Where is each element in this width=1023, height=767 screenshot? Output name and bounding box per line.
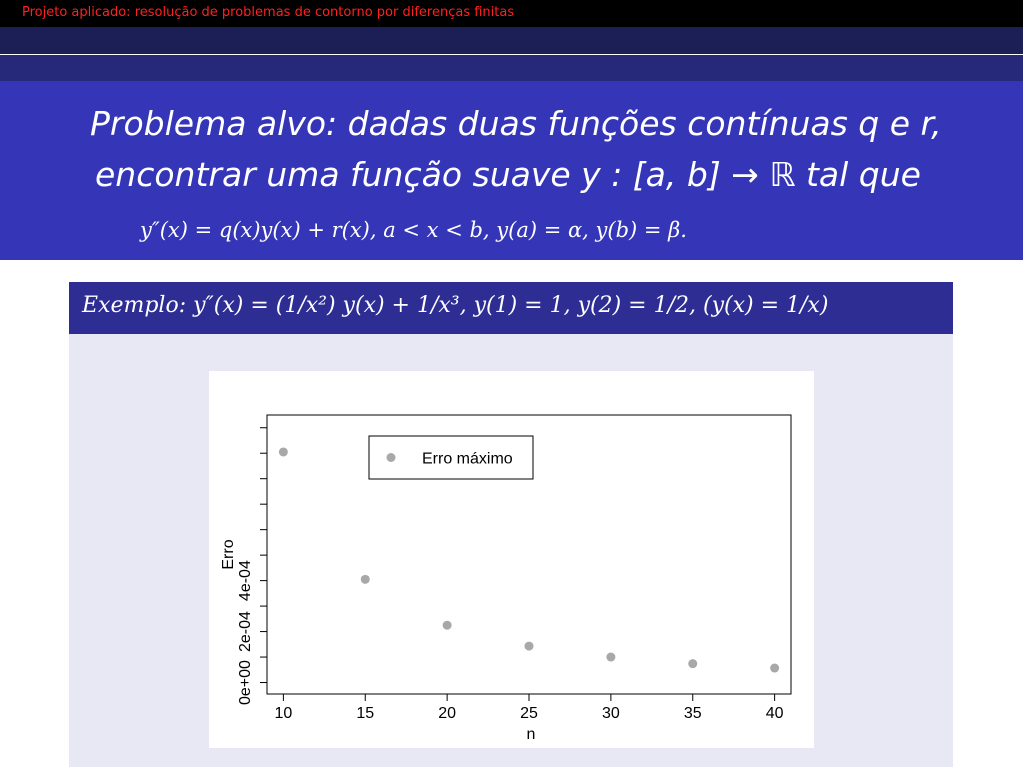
y-axis-title: Erro xyxy=(220,539,237,570)
x-tick-label: 25 xyxy=(520,705,538,722)
header-bar xyxy=(0,0,1023,27)
header-band xyxy=(0,27,1023,54)
problem-statement-line2: encontrar uma função suave y : [a, b] → ℝ tal que xyxy=(95,155,921,194)
x-tick-label: 30 xyxy=(601,705,620,722)
problem-statement-line1: Problema alvo: dadas duas funções contínuas q e r, xyxy=(90,104,942,143)
y-tick-label: 0e+00 xyxy=(237,660,254,706)
data-point xyxy=(688,659,697,668)
x-tick-label: 20 xyxy=(438,705,457,722)
data-point xyxy=(361,575,370,584)
x-tick-label: 35 xyxy=(683,705,702,722)
problem-equation: y″(x) = q(x)y(x) + r(x), a < x < b, y(a) = α, y(b) = β. xyxy=(140,218,687,242)
data-point xyxy=(606,653,615,662)
header-band-secondary xyxy=(0,55,1023,81)
error-scatter-chart xyxy=(209,371,814,748)
chart-panel xyxy=(209,371,814,748)
data-point xyxy=(770,664,779,673)
y-tick-label: 4e-04 xyxy=(237,560,254,602)
data-point xyxy=(525,642,534,651)
legend-label: Erro máximo xyxy=(422,450,513,468)
data-point xyxy=(279,447,288,456)
example-equation: Exemplo: y″(x) = (1/x²) y(x) + 1/x³, y(1) = 1, y(2) = 1/2, (y(x) = 1/x) xyxy=(82,293,829,318)
x-tick-label: 40 xyxy=(765,705,784,722)
y-tick-label: 2e-04 xyxy=(237,611,254,653)
presentation-title: Projeto aplicado: resolução de problemas de contorno por diferenças finitas xyxy=(22,5,515,20)
x-tick-label: 15 xyxy=(356,705,375,722)
x-tick-label: 10 xyxy=(274,705,293,722)
x-axis-title: n xyxy=(526,726,536,743)
data-point xyxy=(443,621,452,630)
legend-marker xyxy=(387,453,396,462)
